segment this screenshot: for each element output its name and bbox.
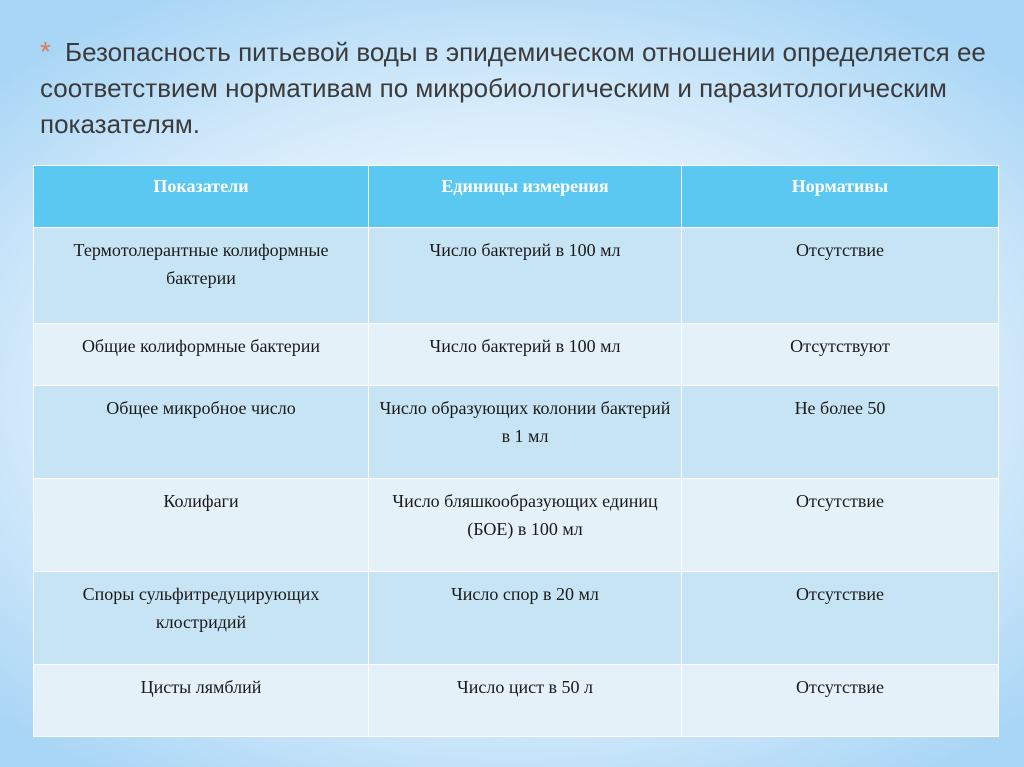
heading-text: Безопасность питьевой воды в эпидемическом отношении определяется ее соответствием нормативам по микробиологическим и паразитологическим показателям.	[40, 37, 986, 139]
cell-indicator: Споры сульфитредуцирующих клостридий	[34, 572, 369, 665]
slide-heading	[40, 34, 990, 142]
norms-table-container	[33, 165, 998, 730]
cell-unit: Число бактерий в 100 мл	[369, 228, 682, 324]
cell-indicator: Общие колиформные бактерии	[34, 324, 369, 386]
cell-unit: Число бляшкообразующих единиц (БОЕ) в 100 мл	[369, 479, 682, 572]
cell-indicator: Цисты лямблий	[34, 665, 369, 737]
table-row	[34, 324, 999, 386]
cell-unit: Число спор в 20 мл	[369, 572, 682, 665]
table-row	[34, 228, 999, 324]
cell-indicator: Общее микробное число	[34, 386, 369, 479]
cell-unit: Число цист в 50 л	[369, 665, 682, 737]
cell-norm: Отсутствие	[682, 479, 999, 572]
heading-bullet: *	[40, 36, 51, 67]
table-row	[34, 479, 999, 572]
cell-norm: Отсутствие	[682, 228, 999, 324]
header-norms: Нормативы	[682, 166, 999, 228]
cell-indicator: Термотолерантные колиформные бактерии	[34, 228, 369, 324]
table-row	[34, 386, 999, 479]
cell-unit: Число образующих колонии бактерий в 1 мл	[369, 386, 682, 479]
cell-indicator: Колифаги	[34, 479, 369, 572]
header-indicators: Показатели	[34, 166, 369, 228]
cell-norm: Не более 50	[682, 386, 999, 479]
table-row	[34, 665, 999, 737]
cell-norm: Отсутствуют	[682, 324, 999, 386]
cell-norm: Отсутствие	[682, 572, 999, 665]
norms-table	[33, 165, 999, 737]
table-header-row	[34, 166, 999, 228]
cell-norm: Отсутствие	[682, 665, 999, 737]
table-row	[34, 572, 999, 665]
cell-unit: Число бактерий в 100 мл	[369, 324, 682, 386]
header-units: Единицы измерения	[369, 166, 682, 228]
